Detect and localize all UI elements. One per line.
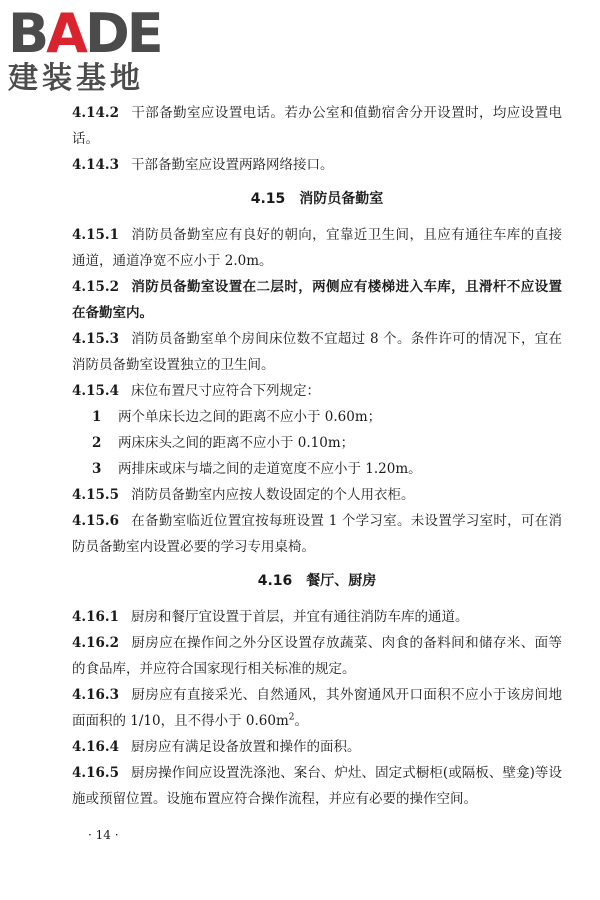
clause-text: 厨房和餐厅宜设置于首层，并宜有通往消防车库的通道。 — [130, 609, 469, 625]
clause-text: 干部备勤室应设置两路网络接口。 — [130, 157, 334, 173]
clause-4-16-3 — [72, 682, 562, 734]
clause-4-14-2 — [72, 100, 562, 152]
logo-letters-de: DE — [84, 2, 161, 65]
clause-4-16-1 — [72, 604, 562, 630]
logo-letter-b: B — [8, 2, 47, 65]
clause-text: 厨房应在操作间之外分区设置存放蔬菜、肉食的备料间和储存米、面等的食品库，并应符合国家现行相关标准的规定。 — [72, 635, 562, 677]
clause-4-15-3 — [72, 326, 562, 378]
section-heading-4-16 — [72, 568, 562, 594]
clause-4-15-2 — [72, 274, 562, 326]
list-item-number: 3 — [92, 461, 102, 477]
logo-subtitle: 建装基地 — [8, 61, 144, 96]
section-title: 餐厅、厨房 — [306, 573, 377, 589]
section-number: 4.16 — [257, 573, 293, 589]
clause-4-15-6 — [72, 508, 562, 560]
list-item — [72, 430, 562, 456]
section-heading-4-15 — [72, 186, 562, 212]
list-item — [72, 404, 562, 430]
list-item-text: 两个单床长边之间的距离不应小于 0.60m； — [118, 409, 382, 425]
clause-text: 厨房应有直接采光、自然通风，其外窗通风开口面积不应小于该房间地面面积的 1/10，且不得小于 0.60m — [72, 687, 562, 729]
clause-number: 4.15.3 — [72, 331, 119, 347]
clause-text: 消防员备勤室内应按人数设固定的个人用衣柜。 — [130, 487, 415, 503]
clause-text: 干部备勤室应设置电话。若办公室和值勤宿舍分开设置时，均应设置电话。 — [72, 105, 562, 147]
clause-4-14-3 — [72, 152, 562, 178]
section-title: 消防员备勤室 — [299, 191, 384, 207]
clause-4-16-4 — [72, 734, 562, 760]
clause-text: 厨房应有满足设备放置和操作的面积。 — [130, 739, 361, 755]
list-item — [72, 456, 562, 482]
clause-4-15-5 — [72, 482, 562, 508]
bade-logo — [8, 2, 183, 106]
clause-text: 消防员备勤室单个房间床位数不宜超过 8 个。条件许可的情况下，宜在消防员备勤室设置独立的卫生间。 — [72, 331, 562, 373]
clause-number: 4.16.1 — [72, 609, 119, 625]
clause-4-15-4 — [72, 378, 562, 404]
clause-4-16-2 — [72, 630, 562, 682]
clause-number: 4.15.2 — [72, 279, 119, 295]
document-body — [72, 100, 562, 812]
clause-number: 4.16.2 — [72, 635, 119, 651]
clause-4-16-5 — [72, 760, 562, 812]
clause-text: 消防员备勤室应有良好的朝向，宜靠近卫生间，且应有通往车库的直接通道，通道净宽不应小于 2.0m。 — [72, 227, 562, 269]
list-item-text: 两床床头之间的距离不应小于 0.10m； — [118, 435, 355, 451]
clause-number: 4.15.6 — [72, 513, 119, 529]
list-item-number: 1 — [92, 409, 102, 425]
clause-text: 在备勤室临近位置宜按每班设置 1 个学习室。未设置学习室时，可在消防员备勤室内设置必要的学习专用桌椅。 — [72, 513, 562, 555]
clause-number: 4.15.1 — [72, 227, 119, 243]
list-item-number: 2 — [92, 435, 102, 451]
clause-number: 4.14.3 — [72, 157, 119, 173]
clause-text: 厨房操作间应设置洗涤池、案台、炉灶、固定式橱柜(或隔板、壁龛)等设施或预留位置。设施布置应符合操作流程，并应有必要的操作空间。 — [72, 765, 562, 807]
list-item-text: 两排床或床与墙之间的走道宽度不应小于 1.20m。 — [118, 461, 422, 477]
clause-number: 4.16.3 — [72, 687, 119, 703]
logo-wordmark — [8, 2, 183, 65]
section-number: 4.15 — [250, 191, 286, 207]
clause-number: 4.16.5 — [72, 765, 119, 781]
clause-number: 4.15.5 — [72, 487, 119, 503]
logo-letter-a: A — [46, 2, 85, 65]
clause-text-end: 。 — [294, 713, 308, 729]
clause-text: 床位布置尺寸应符合下列规定： — [130, 383, 320, 399]
clause-number: 4.15.4 — [72, 383, 119, 399]
clause-number: 4.16.4 — [72, 739, 119, 755]
superscript: 2 — [288, 712, 295, 723]
clause-4-15-1 — [72, 222, 562, 274]
page-number: · 14 · — [88, 828, 119, 842]
clause-number: 4.14.2 — [72, 105, 119, 121]
clause-text: 消防员备勤室设置在二层时，两侧应有楼梯进入车库，且滑杆不应设置在备勤室内。 — [72, 279, 562, 321]
